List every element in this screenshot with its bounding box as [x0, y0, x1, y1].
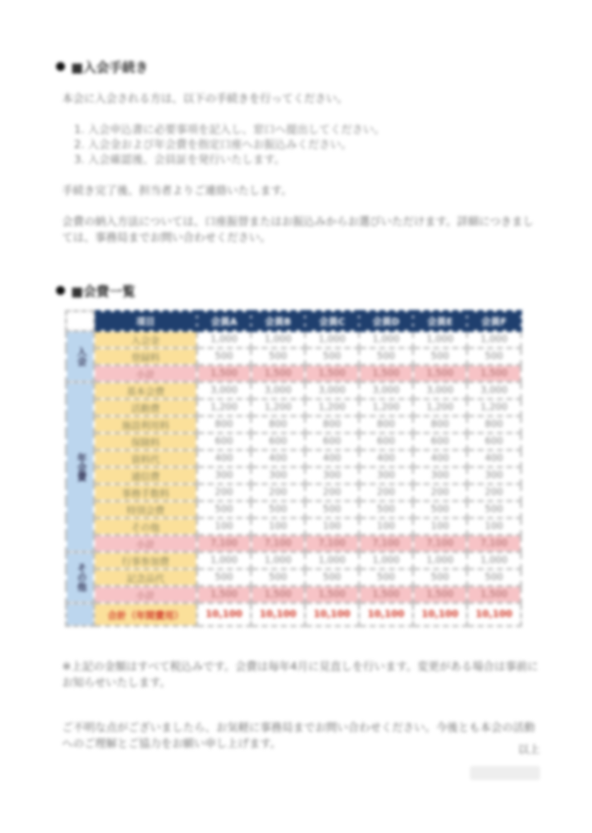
total-row: [66, 603, 521, 626]
subtotal-row: [66, 365, 521, 382]
table-cell: 1,200: [251, 399, 305, 416]
table-row: [66, 348, 521, 365]
section-heading-enrollment: ■入会手続き: [56, 57, 148, 76]
table-cell: 1,000: [197, 331, 251, 348]
table-row: [66, 467, 521, 484]
row-label: 通信費: [94, 467, 197, 484]
table-cell: 200: [251, 484, 305, 501]
table-cell: 3,000: [413, 382, 467, 399]
table-cell: 1,500: [197, 365, 251, 382]
table-cell: 3,000: [197, 382, 251, 399]
table-cell: 7,100: [251, 535, 305, 552]
table-cell: 1,200: [467, 399, 521, 416]
row-label: 小計: [94, 535, 197, 552]
table-cell: 300: [467, 467, 521, 484]
table-cell: 400: [359, 450, 413, 467]
table-cell: 1,500: [413, 365, 467, 382]
table-cell: 300: [305, 467, 359, 484]
column-header: 会員D: [359, 311, 413, 331]
table-cell: 500: [413, 501, 467, 518]
row-label: 活動費: [94, 399, 197, 416]
table-cell: 1,200: [413, 399, 467, 416]
table-cell: 3,000: [251, 382, 305, 399]
closing-signature: 以上: [518, 743, 540, 756]
table-cell: 100: [305, 518, 359, 535]
table-cell: 400: [467, 450, 521, 467]
table-cell: 200: [305, 484, 359, 501]
row-label: 資料代: [94, 450, 197, 467]
table-cell: 1,200: [197, 399, 251, 416]
table-cell: 500: [251, 569, 305, 586]
body-paragraph: 会費の納入方法については、口座振替またはお振込みからお選びいただけます。詳細につきましては、事務局までお問い合わせください。: [62, 215, 534, 244]
table-cell: 1,000: [251, 331, 305, 348]
total-cell: 10,100: [359, 603, 413, 626]
table-cell: 1,500: [467, 365, 521, 382]
table-cell: 1,500: [359, 586, 413, 603]
table-cell: 7,100: [467, 535, 521, 552]
table-cell: 100: [197, 518, 251, 535]
total-cell: 10,100: [413, 603, 467, 626]
group-label: 入会: [66, 331, 94, 382]
table-cell: 1,000: [359, 331, 413, 348]
table-cell: 1,500: [251, 365, 305, 382]
list-item: 1. 入会申込書に必要事項を記入し、窓口へ提出してください。: [74, 123, 385, 136]
table-cell: 7,100: [197, 535, 251, 552]
table-cell: 1,000: [197, 552, 251, 569]
table-row: [66, 382, 521, 399]
bullet-dot-icon: [56, 62, 65, 71]
footnote-text: ※上記の金額はすべて税込みです。会費は毎年4月に見直しを行います。変更がある場合は事前にお知らせいたします。: [62, 660, 539, 689]
table-cell: 500: [467, 569, 521, 586]
table-cell: 500: [305, 348, 359, 365]
table-cell: 200: [359, 484, 413, 501]
table-cell: 600: [305, 433, 359, 450]
table-cell: 200: [413, 484, 467, 501]
total-cell: 10,100: [305, 603, 359, 626]
table-cell: 800: [467, 416, 521, 433]
table-cell: 500: [413, 569, 467, 586]
table-row: [66, 552, 521, 569]
table-cell: 500: [305, 569, 359, 586]
column-header: 会員E: [413, 311, 467, 331]
table-cell: 800: [251, 416, 305, 433]
table-cell: 500: [197, 501, 251, 518]
table-cell: 500: [359, 501, 413, 518]
table-cell: 1,500: [413, 586, 467, 603]
table-cell: 600: [359, 433, 413, 450]
column-header: 会員A: [197, 311, 251, 331]
row-label: その他: [94, 518, 197, 535]
table-cell: 800: [359, 416, 413, 433]
table-corner-cell: [66, 311, 94, 331]
table-row: [66, 331, 521, 348]
row-label: 保険料: [94, 433, 197, 450]
table-row: [66, 501, 521, 518]
row-label: 記念品代: [94, 569, 197, 586]
table-cell: 300: [359, 467, 413, 484]
closing-paragraph: ご不明な点がございましたら、お気軽に事務局までお問い合わせください。今後とも本会の活動へのご理解とご協力をお願い申し上げます。: [62, 721, 535, 750]
table-cell: 3,000: [305, 382, 359, 399]
column-header: 会員C: [305, 311, 359, 331]
table-cell: 1,000: [413, 331, 467, 348]
table-row: [66, 569, 521, 586]
intro-text: 本会に入会される方は、以下の手続きを行ってください。: [62, 92, 348, 105]
table-cell: 1,500: [197, 586, 251, 603]
table-cell: 500: [413, 348, 467, 365]
table-row: [66, 399, 521, 416]
table-cell: 500: [251, 501, 305, 518]
table-cell: 100: [413, 518, 467, 535]
table-cell: 100: [467, 518, 521, 535]
table-cell: 500: [197, 348, 251, 365]
table-cell: 600: [467, 433, 521, 450]
table-cell: 1,000: [413, 552, 467, 569]
table-cell: 1,000: [251, 552, 305, 569]
table-cell: 1,000: [467, 552, 521, 569]
table-cell: 7,100: [359, 535, 413, 552]
table-cell: 7,100: [305, 535, 359, 552]
table-cell: 800: [413, 416, 467, 433]
table-cell: 500: [305, 501, 359, 518]
table-cell: 1,200: [305, 399, 359, 416]
column-header: 会員F: [467, 311, 521, 331]
row-label: 入会金: [94, 331, 197, 348]
table-cell: 500: [467, 348, 521, 365]
footer-stamp: [470, 766, 540, 780]
total-cell: 10,100: [251, 603, 305, 626]
list-item: 3. 入会確認後、会員証を発行いたします。: [74, 153, 286, 166]
table-cell: 300: [251, 467, 305, 484]
group-label: 年会費: [66, 382, 94, 552]
table-cell: 1,000: [305, 331, 359, 348]
section-heading-fee-table: ■会費一覧: [56, 281, 135, 300]
table-row: [66, 518, 521, 535]
table-row: [66, 484, 521, 501]
group-label-empty: [66, 603, 94, 626]
table-cell: 500: [197, 569, 251, 586]
table-cell: 100: [251, 518, 305, 535]
table-cell: 500: [251, 348, 305, 365]
table-cell: 1,500: [305, 365, 359, 382]
table-cell: 600: [197, 433, 251, 450]
table-row: [66, 450, 521, 467]
table-row: [66, 416, 521, 433]
table-cell: 400: [251, 450, 305, 467]
table-cell: 400: [305, 450, 359, 467]
table-cell: 7,100: [413, 535, 467, 552]
table-cell: 1,000: [359, 552, 413, 569]
fee-table: [65, 310, 522, 627]
bullet-dot-icon: [56, 286, 65, 295]
row-label: 施設利用料: [94, 416, 197, 433]
table-cell: 1,500: [467, 586, 521, 603]
column-header: 会員B: [251, 311, 305, 331]
subtotal-row: [66, 586, 521, 603]
table-cell: 1,000: [467, 331, 521, 348]
row-label: 事務手数料: [94, 484, 197, 501]
table-cell: 100: [359, 518, 413, 535]
total-label: 合計（年間費用）: [94, 603, 197, 626]
table-cell: 1,200: [359, 399, 413, 416]
table-cell: 300: [413, 467, 467, 484]
table-cell: 1,500: [359, 365, 413, 382]
table-cell: 1,500: [251, 586, 305, 603]
table-cell: 800: [197, 416, 251, 433]
row-label: 小計: [94, 586, 197, 603]
list-item: 2. 入会金および年会費を指定口座へお振込みください。: [74, 138, 352, 151]
group-label: その他: [66, 552, 94, 603]
table-cell: 300: [197, 467, 251, 484]
total-cell: 10,100: [467, 603, 521, 626]
table-cell: 200: [467, 484, 521, 501]
table-cell: 500: [359, 348, 413, 365]
table-cell: 400: [413, 450, 467, 467]
table-cell: 800: [305, 416, 359, 433]
row-label: 登録料: [94, 348, 197, 365]
total-cell: 10,100: [197, 603, 251, 626]
table-cell: 1,000: [305, 552, 359, 569]
note-text: 手続き完了後、担当者よりご連絡いたします。: [62, 184, 293, 197]
table-cell: 200: [197, 484, 251, 501]
table-cell: 400: [197, 450, 251, 467]
row-label: 行事参加費: [94, 552, 197, 569]
table-cell: 1,500: [305, 586, 359, 603]
table-cell: 500: [467, 501, 521, 518]
table-header-row: [66, 311, 521, 331]
table-cell: 600: [413, 433, 467, 450]
table-row: [66, 433, 521, 450]
row-label: 基本会費: [94, 382, 197, 399]
subtotal-row: [66, 535, 521, 552]
table-cell: 500: [359, 569, 413, 586]
table-cell: 600: [251, 433, 305, 450]
table-cell: 3,000: [467, 382, 521, 399]
row-label: 特別会費: [94, 501, 197, 518]
column-header: 項目: [94, 311, 197, 331]
table-cell: 3,000: [359, 382, 413, 399]
row-label: 小計: [94, 365, 197, 382]
